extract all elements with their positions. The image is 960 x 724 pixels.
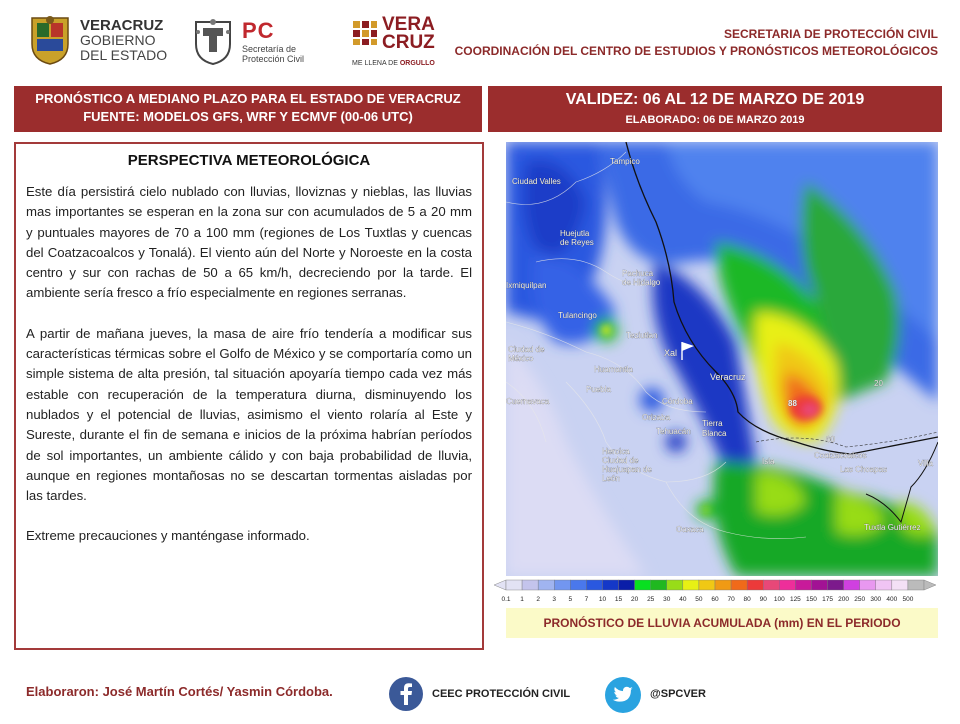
pc-subtitle <box>242 44 304 64</box>
city-puebla: Puebla <box>586 385 611 394</box>
scale-tick-label: 30 <box>663 596 671 603</box>
veracruz-word-line2: CRUZ <box>382 32 435 53</box>
rainfall-color-scale <box>490 576 940 606</box>
scale-box <box>811 580 827 590</box>
scale-box <box>763 580 779 590</box>
forecast-title-band <box>14 86 482 132</box>
city-orizaba: Orizaba <box>642 413 671 422</box>
max-rain-label: 88 <box>788 399 797 408</box>
scale-tick-label: 1 <box>520 596 524 603</box>
state-seal-icon <box>28 14 72 66</box>
city-huejutla-2: de Reyes <box>560 238 594 247</box>
city-las-choapas: Las Choapas <box>840 465 888 474</box>
city-tampico: Tampico <box>610 157 640 166</box>
perspective-title: PERSPECTIVA METEOROLÓGICA <box>127 152 371 169</box>
perspective-paragraph-1: Este día persistirá cielo nublado con lluvias, lloviznas y nieblas, las lluvias mas importantes se esperan en la zona sur con acumulados de 5 a 20 mm y puntuales mayores de 70 a 100 mm (regiones de Los Tuxtlas y cuencas del Coatzacoalcos y Tonalá). El viento aún del Norte y Noroeste en la costa centro y sur con rachas de 50 a 65 km/h, decreciendo por la tarde. El ambiente sería fresco a frío especialmente en regiones serranas. <box>26 184 472 301</box>
scale-tick-label: 150 <box>806 596 817 603</box>
twitter-link[interactable]: @SPCVER <box>650 688 706 700</box>
scale-tick-label: 40 <box>679 596 687 603</box>
scale-box <box>908 580 924 590</box>
contour-label-20: 20 <box>874 379 883 388</box>
scale-box <box>683 580 699 590</box>
scale-box <box>635 580 651 590</box>
scale-tick-label: 50 <box>695 596 703 603</box>
scale-tick-label: 7 <box>584 596 589 603</box>
logo-gobierno-veracruz <box>28 12 178 70</box>
scale-tick-label: 400 <box>886 596 898 603</box>
city-villahermosa: Villa <box>918 459 933 468</box>
scale-tick-label: 15 <box>614 596 623 603</box>
scale-tick-label: 250 <box>854 596 866 603</box>
forecast-source: FUENTE: MODELOS GFS, WRF Y ECMVF (00-06 UTC) <box>83 109 413 124</box>
pc-label: PC <box>242 18 275 43</box>
scale-box <box>538 580 554 590</box>
scale-box <box>554 580 570 590</box>
city-huamantla: Huamantla <box>594 365 633 374</box>
city-ciudad-valles: Ciudad Valles <box>512 177 561 186</box>
perspective-paragraph-3: Extreme precauciones y manténgase informado. <box>26 528 310 544</box>
facebook-link[interactable]: CEEC PROTECCIÓN CIVIL <box>432 688 571 700</box>
scale-left-arrow <box>494 580 506 590</box>
gobierno-line3: DEL ESTADO <box>80 47 168 63</box>
city-huajuapan-2: Ciudad de <box>602 456 639 465</box>
city-coatzacoalcos: Coatzacoalcos <box>814 451 867 460</box>
scale-tick-label: 20 <box>630 596 639 603</box>
city-pachuca-1: Pachuca <box>622 269 654 278</box>
veracruz-word-line1: VERA <box>382 14 435 35</box>
scale-box <box>570 580 586 590</box>
scale-box <box>651 580 667 590</box>
scale-box <box>828 580 844 590</box>
scale-box <box>860 580 876 590</box>
scale-box <box>506 580 522 590</box>
city-ixmiquilpan: Ixmiquilpan <box>506 281 547 290</box>
city-huajuapan-4: León <box>602 474 620 483</box>
pc-sub-line1: Secretaría de <box>242 44 297 54</box>
scale-tick-label: 5 <box>568 596 573 603</box>
tagline-part-a: ME LLENA DE <box>352 60 400 67</box>
gobierno-text <box>80 18 167 63</box>
logo-proteccion-civil <box>192 14 322 70</box>
scale-tick-label: 2 <box>536 596 540 603</box>
pc-sub-line2: Protección Civil <box>242 54 305 64</box>
city-tierra-blanca-1: Tierra <box>702 419 723 428</box>
scale-box <box>667 580 683 590</box>
perspective-panel <box>14 142 484 650</box>
authors: Elaboraron: José Martín Cortés/ Yasmin Córdoba. <box>26 684 333 699</box>
city-tierra-blanca-2: Blanca <box>702 429 727 438</box>
scale-tick-label: 200 <box>838 596 850 603</box>
scale-tick-label: 500 <box>902 596 914 603</box>
contour-label-60: 60 <box>826 435 835 444</box>
agency-line1: SECRETARIA DE PROTECCIÓN CIVIL <box>723 27 938 41</box>
scale-box <box>602 580 618 590</box>
scale-tick-label: 10 <box>598 596 607 603</box>
perspective-paragraph-2: A partir de mañana jueves, la masa de aire frío tendería a modificar sus características térmicas sobre el Golfo de México y se comportaría como un simple sistema de alta presión, tal situación apoyaría tiempo cada vez más estable con recuperación de la temperatura diurna, disminuyendo los nublados y el potencial de lluvias, asimismo el viento rolaría al Este y Sureste, durante el fin de semana e inicios de la próxima habrían períodos de sol importantes, un ambiente cálido y con baja probabilidad de lluvia, aunque en regiones montañosas no se descartan tormentas aisladas por las tardes. <box>26 325 472 504</box>
veracruz-wordmark <box>382 16 435 52</box>
facebook-icon[interactable] <box>388 676 424 712</box>
rainfall-map-svg <box>506 142 938 576</box>
scale-right-arrow <box>924 580 936 590</box>
city-teziutlan: Teziutlan <box>626 331 658 340</box>
scale-tick-label: 90 <box>759 596 767 603</box>
city-huajuapan-3: Huajuapan de <box>602 465 652 474</box>
scale-box <box>747 580 763 590</box>
scale-box <box>892 580 908 590</box>
logo-veracruz-brand <box>352 14 442 74</box>
city-isla: Isla <box>762 457 775 466</box>
city-cuernavaca: Cuernavaca <box>506 397 550 406</box>
scale-tick-label: 80 <box>743 596 751 603</box>
scale-box <box>586 580 602 590</box>
city-cdmx-2: México <box>508 354 534 363</box>
perspective-body <box>26 182 472 567</box>
city-huejutla-1: Huejutla <box>560 229 590 238</box>
elaborated-date: ELABORADO: 06 DE MARZO 2019 <box>625 114 805 126</box>
scale-tick-label: 300 <box>870 596 882 603</box>
scale-tick-label: 125 <box>789 596 801 603</box>
city-cordoba: Córdoba <box>662 397 693 406</box>
scale-tick-label: 60 <box>711 596 719 603</box>
scale-tick-label: 3 <box>552 596 557 603</box>
scale-tick-label: 70 <box>727 596 735 603</box>
scale-box <box>795 580 811 590</box>
agency-line2: COORDINACIÓN DEL CENTRO DE ESTUDIOS Y PRONÓSTICOS METEOROLÓGICOS <box>454 44 938 58</box>
scale-tick-label: 25 <box>647 596 655 603</box>
scale-box <box>522 580 538 590</box>
scale-tick-label: 175 <box>822 596 833 603</box>
twitter-icon[interactable] <box>604 676 642 714</box>
city-pachuca-2: de Hidalgo <box>622 278 661 287</box>
scale-box <box>619 580 635 590</box>
gobierno-line1: VERACRUZ <box>80 17 164 34</box>
scale-box <box>876 580 892 590</box>
scale-box <box>699 580 715 590</box>
city-tulancingo: Tulancingo <box>558 311 597 320</box>
scale-box <box>731 580 747 590</box>
civil-protection-shield-icon <box>192 16 234 66</box>
tagline-part-b: ORGULLO <box>399 60 435 67</box>
scale-tick-label: 0.1 <box>501 596 511 603</box>
city-tuxtla-gutierrez: Tuxtla Gutiérrez <box>864 523 921 532</box>
scale-box <box>844 580 860 590</box>
color-scale-svg <box>490 576 940 606</box>
city-huajuapan-1: Heroica <box>602 447 630 456</box>
city-cdmx-1: Ciudad de <box>508 345 545 354</box>
city-veracruz: Veracruz <box>710 372 746 382</box>
city-xalapa: Xal <box>664 348 678 358</box>
scale-tick-label: 100 <box>773 596 785 603</box>
agency-header <box>455 26 938 60</box>
forecast-title: PRONÓSTICO A MEDIANO PLAZO PARA EL ESTADO DE VERACRUZ <box>35 91 461 106</box>
scale-box <box>779 580 795 590</box>
validity-band <box>488 86 942 132</box>
map-caption: PRONÓSTICO DE LLUVIA ACUMULADA (mm) EN EL PERIODO <box>506 608 938 638</box>
city-oaxaca: Oaxaca <box>676 525 704 534</box>
city-tehuacan: Tehuacán <box>656 427 691 436</box>
veracruz-tagline <box>352 60 435 67</box>
gobierno-line2: GOBIERNO <box>80 32 156 48</box>
rainfall-forecast-map <box>506 142 938 576</box>
scale-box <box>715 580 731 590</box>
validity-text: VALIDEZ: 06 AL 12 DE MARZO DE 2019 <box>565 91 865 108</box>
veracruz-brand-mark-icon <box>352 20 378 46</box>
